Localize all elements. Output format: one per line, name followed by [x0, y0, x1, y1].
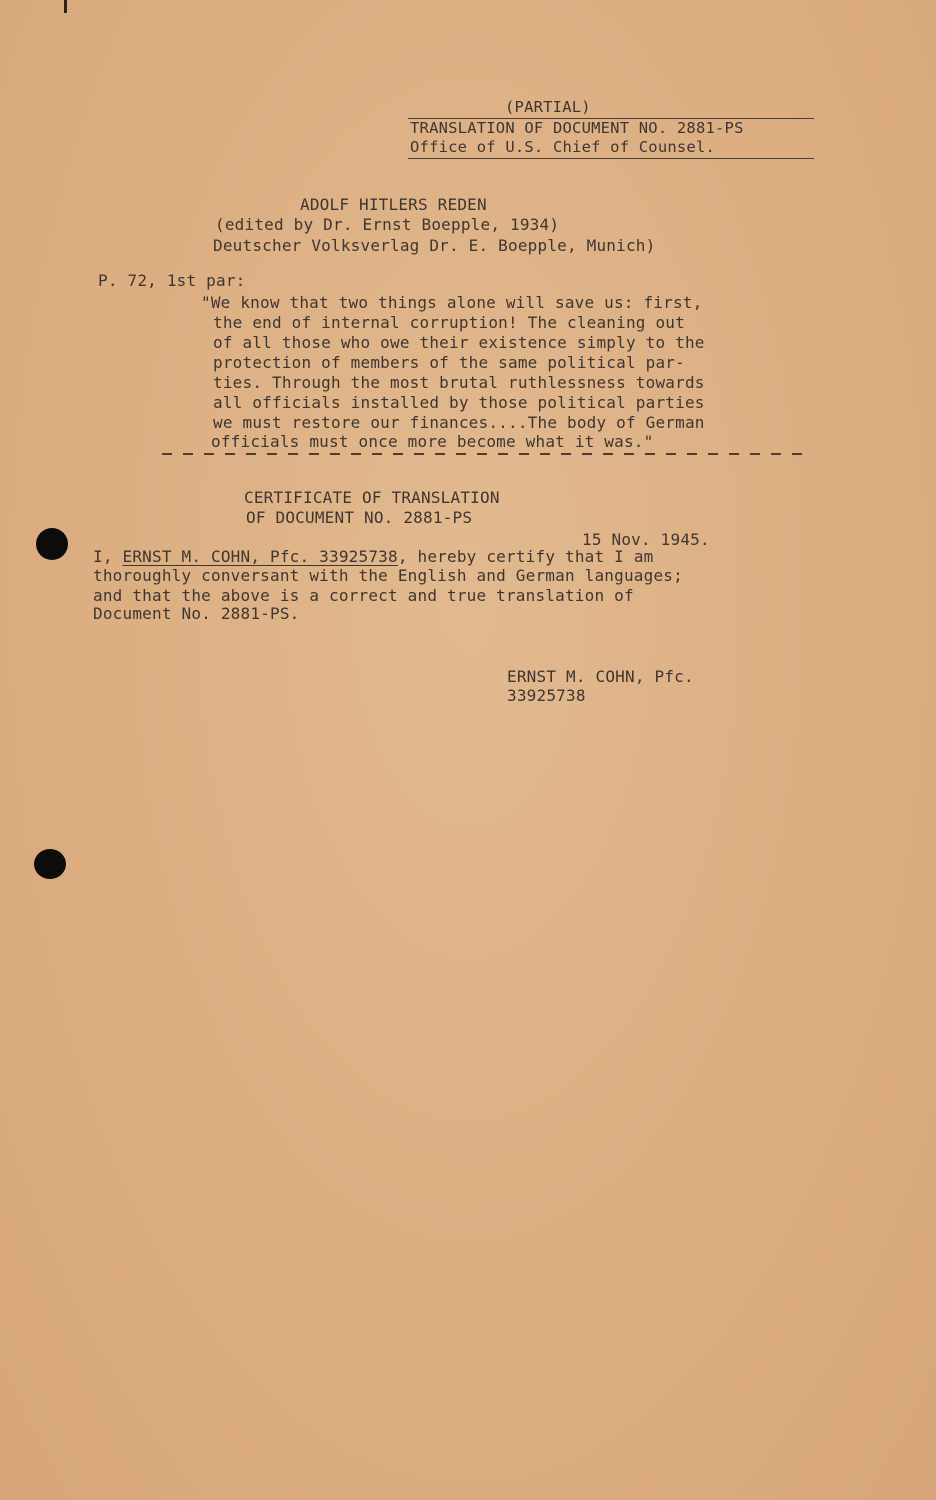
partial-label: (PARTIAL)	[505, 98, 591, 116]
excerpt-line: protection of members of the same political par-	[213, 353, 685, 372]
translation-document-number: TRANSLATION OF DOCUMENT NO. 2881-PS	[410, 119, 744, 137]
excerpt-line: all officials installed by those political parties	[213, 393, 705, 412]
top-edge-mark	[64, 0, 67, 13]
excerpt-line: "We know that two things alone will save us: first,	[201, 293, 703, 312]
excerpt-line: of all those who owe their existence simply to the	[213, 333, 705, 352]
signature-name: ERNST M. COHN, Pfc.	[507, 667, 694, 686]
statement-prefix: I,	[93, 547, 123, 566]
certificate-statement	[93, 547, 653, 567]
certificate-body-line: thoroughly conversant with the English and German languages;	[93, 566, 683, 585]
certificate-document-number: OF DOCUMENT NO. 2881-PS	[246, 508, 473, 527]
excerpt-line: ties. Through the most brutal ruthlessness towards	[213, 373, 705, 392]
statement-suffix: , hereby certify that I am	[397, 547, 654, 566]
punch-hole-icon	[34, 849, 66, 879]
source-publisher: Deutscher Volksverlag Dr. E. Boepple, Munich)	[213, 236, 656, 255]
page-reference: P. 72, 1st par:	[98, 271, 246, 290]
certificate-date: 15 Nov. 1945.	[582, 530, 710, 549]
certificate-title: CERTIFICATE OF TRANSLATION	[244, 488, 500, 507]
source-title: ADOLF HITLERS REDEN	[300, 195, 487, 214]
office-line: Office of U.S. Chief of Counsel.	[410, 138, 716, 156]
excerpt-line: officials must once more become what it was."	[211, 432, 654, 451]
excerpt-line: we must restore our finances....The body of German	[213, 413, 705, 432]
certificate-body-line: and that the above is a correct and true translation of	[93, 586, 634, 605]
excerpt-line: the end of internal corruption! The cleaning out	[213, 313, 685, 332]
header-rule-bottom	[408, 158, 814, 159]
signature-serial: 33925738	[507, 686, 586, 705]
dashed-separator	[162, 453, 802, 455]
source-editor: (edited by Dr. Ernst Boepple, 1934)	[215, 215, 560, 234]
punch-hole-icon	[36, 528, 68, 560]
translator-name-underlined: ERNST M. COHN, Pfc. 33925738	[122, 547, 398, 566]
certificate-body-line: Document No. 2881-PS.	[93, 604, 300, 623]
